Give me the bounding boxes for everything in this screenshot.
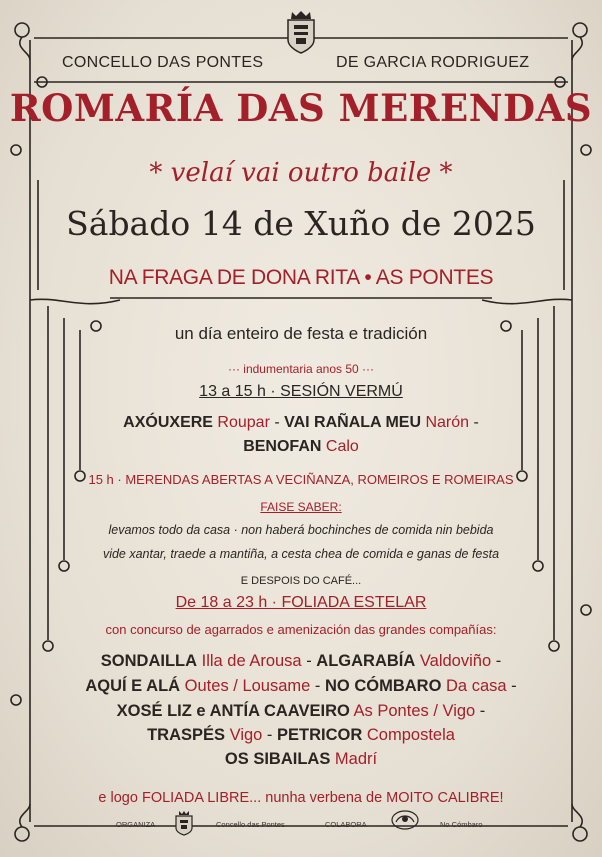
act-origin: As Pontes / Vigo bbox=[353, 702, 476, 720]
acts-line-1 bbox=[0, 414, 602, 432]
header-left: CONCELLO DAS PONTES bbox=[62, 54, 264, 71]
dress-code: ··· indumentaria anos 50 ··· bbox=[227, 362, 375, 376]
event-place: NA FRAGA DE DONA RITA • AS PONTES bbox=[108, 266, 494, 289]
header-right: DE GARCIA RODRIGUEZ bbox=[336, 54, 530, 71]
act-name: VAI RAÑALA MEU bbox=[284, 414, 422, 431]
act-separator: - bbox=[506, 677, 517, 695]
act-origin: Vigo bbox=[229, 726, 263, 744]
event-subtitle: * velaí vai outro baile * bbox=[149, 158, 453, 188]
footer-combaro: No Cómbaro bbox=[440, 820, 483, 829]
act-origin: Narón bbox=[425, 414, 470, 431]
act-name: NO CÓMBARO bbox=[325, 677, 442, 695]
lineup-line-5 bbox=[0, 750, 602, 769]
act-separator: - bbox=[475, 702, 486, 720]
act-separator: - bbox=[491, 652, 502, 670]
faise-saber bbox=[0, 500, 602, 514]
despois-do-cafe: E DESPOIS DO CAFÉ... bbox=[240, 575, 362, 587]
lineup-line-4 bbox=[0, 726, 602, 745]
no-combaro-logo-icon bbox=[390, 808, 420, 832]
act-name: ALGARABÍA bbox=[316, 652, 416, 670]
act-separator: - bbox=[262, 726, 278, 744]
act-origin: Calo bbox=[325, 438, 359, 455]
lineup-line-2 bbox=[0, 677, 602, 696]
act-origin: Madrí bbox=[334, 750, 378, 768]
event-date: Sábado 14 de Xuño de 2025 bbox=[66, 204, 536, 243]
act-name: AQUÍ E ALÁ bbox=[85, 677, 181, 695]
lineup-line-1 bbox=[0, 652, 602, 671]
info-line-2: vide xantar, traede a mantiña, a cesta chea de comida e ganas de festa bbox=[102, 547, 500, 561]
act-origin: Compostela bbox=[366, 726, 455, 744]
act-separator: - bbox=[301, 652, 317, 670]
act-separator: - bbox=[269, 414, 285, 431]
session-vermu-label: 13 a 15 h · SESIÓN VERMÚ bbox=[199, 383, 403, 400]
act-origin: Da casa bbox=[446, 677, 507, 695]
act-name: XOSÉ LIZ e ANTÍA CAAVEIRO bbox=[116, 702, 350, 720]
crest-small-icon bbox=[174, 810, 194, 836]
acts-line-2 bbox=[0, 438, 602, 456]
footer-organiza: ORGANIZA bbox=[116, 820, 156, 829]
footer-colabora: COLABORA bbox=[325, 820, 367, 829]
act-origin: Valdoviño bbox=[419, 652, 492, 670]
foliada-session bbox=[0, 594, 602, 612]
act-separator: - bbox=[310, 677, 325, 695]
crest-icon bbox=[284, 10, 318, 54]
tagline: un día enteiro de festa e tradición bbox=[174, 324, 428, 343]
foliada-label: De 18 a 23 h · FOLIADA ESTELAR bbox=[175, 594, 427, 611]
faise-saber-label: FAISE SABER: bbox=[260, 500, 342, 514]
act-name: SONDAILLA bbox=[100, 652, 198, 670]
act-name: BENOFAN bbox=[243, 438, 322, 455]
act-origin: Illa de Arousa bbox=[201, 652, 302, 670]
merendas-line: 15 h · MERENDAS ABERTAS A VECIÑANZA, ROMEIROS E ROMEIRAS bbox=[88, 472, 514, 487]
act-separator: - bbox=[469, 414, 479, 431]
act-origin: Outes / Lousame bbox=[184, 677, 311, 695]
session-vermu bbox=[0, 383, 602, 401]
footer-concello: Concello das Pontes bbox=[216, 820, 285, 829]
act-name: TRASPÉS bbox=[147, 726, 226, 744]
lineup-line-3 bbox=[0, 702, 602, 721]
closing-line: e logo FOLIADA LIBRE... nunha verbena de MOITO CALIBRE! bbox=[98, 790, 504, 806]
concurso-line: con concurso de agarrados e amenización das grandes compañías: bbox=[105, 622, 497, 637]
act-name: OS SIBAILAS bbox=[224, 750, 331, 768]
act-name: AXÓUXERE bbox=[123, 414, 213, 431]
act-name: PETRICOR bbox=[277, 726, 363, 744]
act-origin: Roupar bbox=[217, 414, 270, 431]
info-line-1: levamos todo da casa · non haberá bochinches de comida nin bebida bbox=[108, 523, 494, 537]
event-title: ROMARÍA DAS MERENDAS bbox=[9, 86, 593, 130]
